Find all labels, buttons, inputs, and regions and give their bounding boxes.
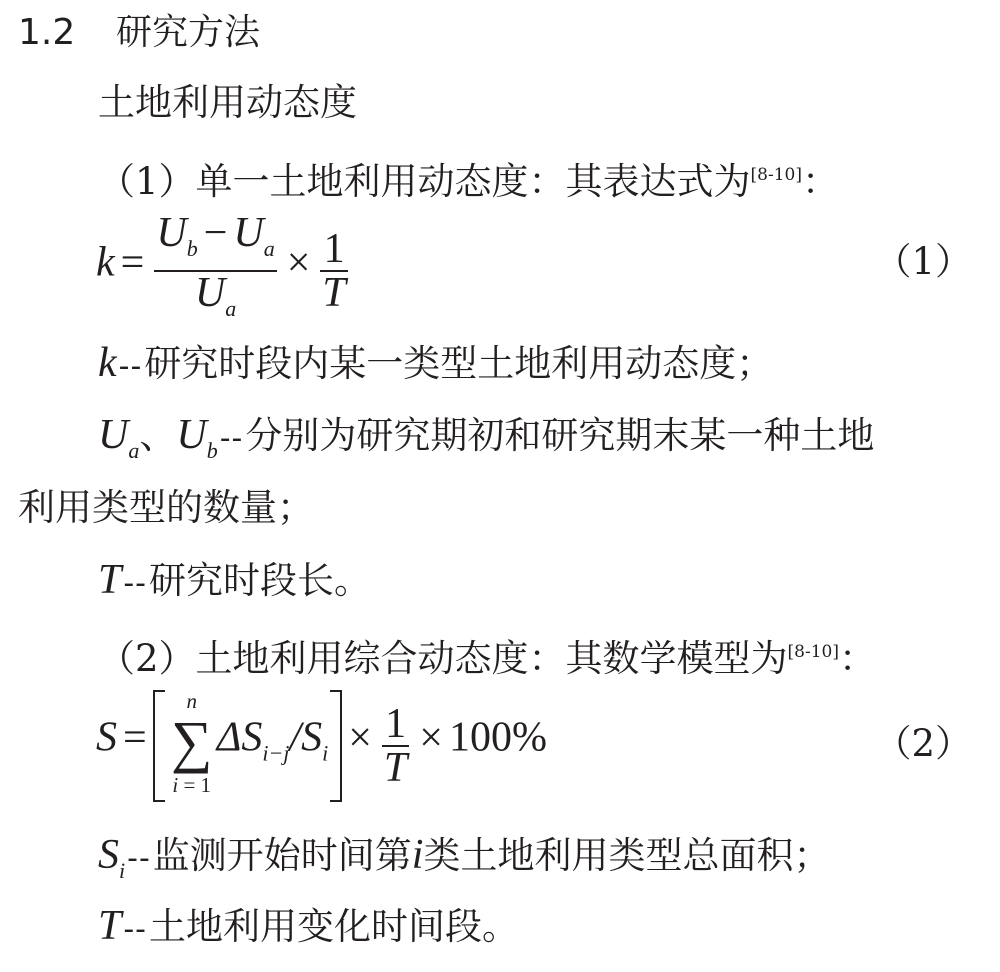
eq2-s: S [96,714,117,761]
eq2-percent: 100% [448,714,547,761]
eq2-left-bracket [153,690,165,802]
eq1-denominator [154,272,276,330]
item1-colon: ： [802,160,840,203]
eq1-k: k [96,239,115,286]
equation-1 [96,212,352,330]
eq1-ua: U [233,210,264,256]
eq1-one-over-t [320,228,347,314]
def-s-symbol: S [98,832,119,878]
item2-colon: ： [839,637,877,680]
def-t2-symbol: T [98,903,122,949]
eq1-equals: = [120,239,145,286]
def-s-text-b: 类土地利用类型总面积； [423,834,831,877]
eq2-s-i: S [301,714,323,761]
eq1-den-u: U [194,270,226,316]
def-s-i: i [411,832,424,878]
def-t2-text: 土地利用变化时间段。 [149,905,520,948]
def-u-sym1: U [98,412,129,458]
equation-1-number: （1） [874,240,972,283]
section-title: 研究方法 [116,12,261,53]
eq1-numerator [154,212,276,270]
eq2-right-bracket [330,690,342,802]
def-t1-symbol: T [98,557,122,603]
def-k-text: 研究时段内某一类型土地利用动态度； [144,342,774,385]
eq1-den-sub: a [225,296,237,321]
item2-intro: （2）土地利用综合动态度：其数学模型为 [98,637,788,680]
def-u [98,411,874,475]
item1-citation: [8-10] [750,165,803,185]
eq2-sigma: ∑ [171,709,213,774]
eq1-sub-b: b [186,236,198,261]
equation-2-number: （2） [874,722,972,765]
def-t1 [98,556,371,608]
eq2-sub-ij: i−j [262,740,290,766]
eq2-slash: / [289,714,302,761]
def-k-symbol: k [98,340,117,386]
eq2-t: T [383,745,408,791]
eq1-minus: − [203,210,228,256]
item1-intro: （1）单一土地利用动态度：其表达式为 [98,160,751,203]
def-k-dash: -- [118,349,143,384]
section-number: 1.2 [18,12,76,53]
def-t2 [98,902,519,954]
def-u-continued: 利用类型的数量； [18,486,314,529]
item1-paragraph [98,151,839,206]
eq1-one: 1 [323,226,345,272]
eq1-ub: U [156,210,187,256]
def-u-sub2: b [206,438,218,463]
def-u-text-a: 分别为研究期初和研究期末某一种土地 [245,414,875,457]
eq1-sub-a: a [263,236,275,261]
eq1-times: × [286,239,311,286]
eq2-equals: = [123,714,147,761]
eq2-one-over-t [382,703,409,789]
def-k [98,339,773,391]
def-s [98,831,830,895]
eq2-times2: × [419,714,443,761]
def-t1-dash: -- [123,566,148,601]
def-u-dash: -- [219,421,244,456]
def-t1-text: 研究时段长。 [149,559,372,602]
eq2-summation [167,689,217,800]
eq1-fraction [154,212,276,330]
def-u-sym2: U [176,412,207,458]
subheading: 土地利用动态度 [98,81,357,124]
def-u-sub1: a [128,438,140,463]
eq2-delta-s: ΔS [216,714,263,761]
def-s-text-a: 监测开始时间第 [152,834,412,877]
section-heading [18,9,260,57]
eq2-one: 1 [385,701,407,747]
item2-paragraph [98,628,876,683]
def-t2-dash: -- [123,912,148,947]
def-u-sep: 、 [139,414,177,457]
eq2-sum-index: i [172,773,179,797]
def-s-dash: -- [127,841,151,876]
equation-2 [96,690,547,802]
eq1-t: T [322,270,346,316]
eq2-sub-i: i [322,740,329,766]
eq2-sum-start: = 1 [178,773,212,797]
eq2-times: × [348,714,372,761]
item2-citation: [8-10] [787,642,840,662]
eq2-sum-lower [167,774,217,796]
eq2-sum-upper: n [186,689,197,713]
def-s-sub: i [119,858,126,883]
